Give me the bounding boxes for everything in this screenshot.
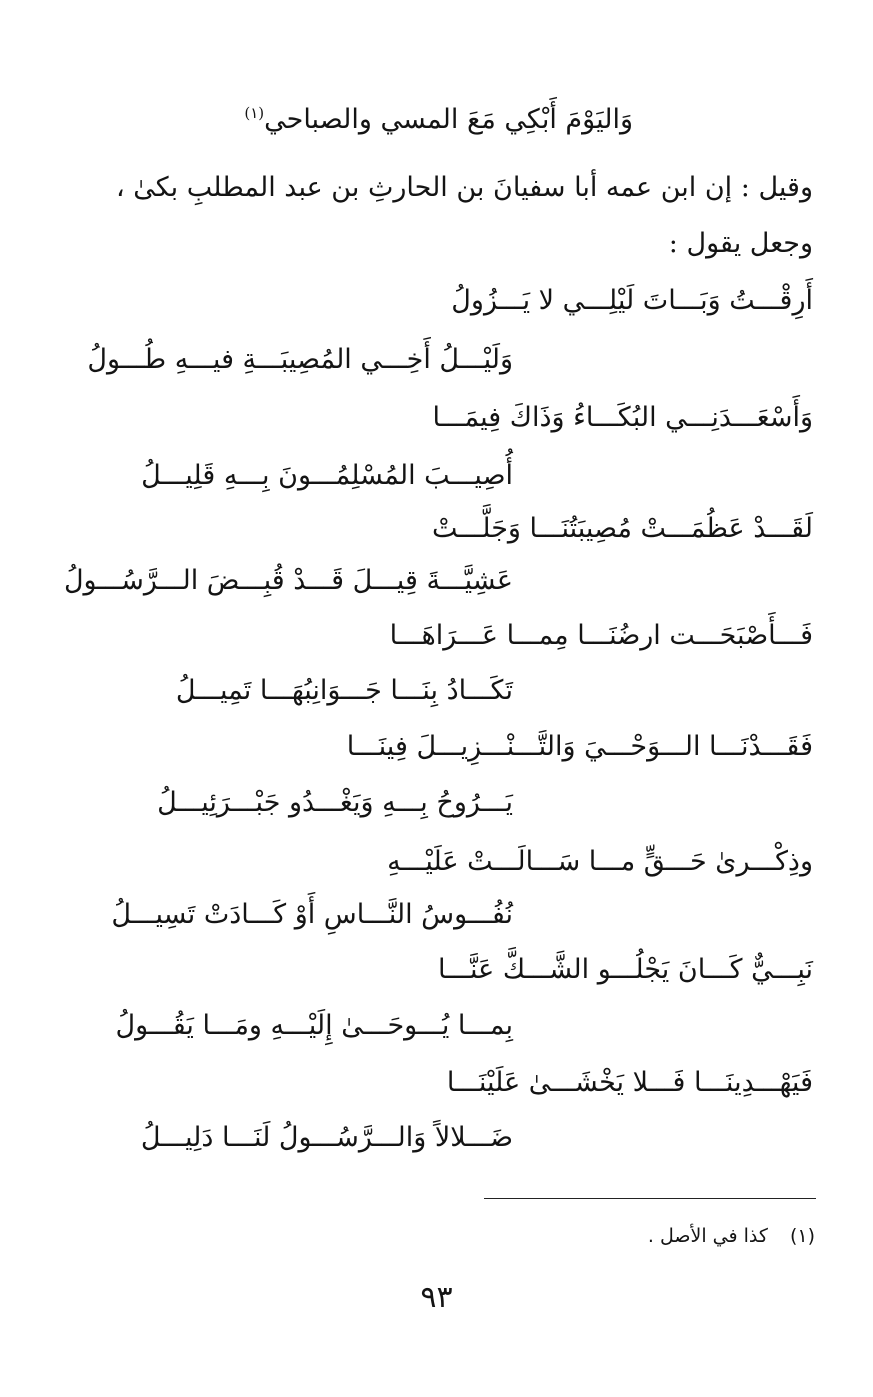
prose-line: وقيل : إن ابن عمه أبا سفيانَ بن الحارثِ بن عبد المطلبِ بكىٰ ، bbox=[115, 172, 813, 203]
footnote-reference: (١) bbox=[244, 104, 265, 122]
verse-first-hemistich: وذِكْـــرىٰ حَـــقٍّ مـــا سَـــالَـــتْ عَلَيْـــهِ bbox=[387, 846, 813, 877]
verse-first-hemistich: فَيَهْـــدِينَـــا فَـــلا يَخْشَـــىٰ عَلَيْنَـــا bbox=[446, 1067, 813, 1098]
verse-first-hemistich: لَقَـــدْ عَظُمَـــتْ مُصِيبَتُنَـــا وَجَلَّـــتْ bbox=[432, 513, 813, 544]
verse-first-hemistich: فَقَـــدْنَـــا الـــوَحْـــيَ وَالتَّـــنْـــزِيـــلَ فِينَـــا bbox=[346, 731, 813, 762]
title-verse-text: وَاليَوْمَ أَبْكِي مَعَ المسي والصباحي bbox=[264, 104, 633, 135]
page-number: ٩٣ bbox=[420, 1280, 453, 1315]
title-verse bbox=[244, 100, 633, 140]
verse-first-hemistich: نَبِـــيٌّ كَـــانَ يَجْلُـــو الشَّـــكَّ عَنَّـــا bbox=[438, 954, 813, 985]
verse-second-hemistich: نُفُـــوسُ النَّـــاسِ أَوْ كَـــادَتْ تَسِيـــلُ bbox=[111, 899, 513, 930]
verse-first-hemistich: أَرِقْـــتُ وَبَـــاتَ لَيْلِـــي لا يَـــزُولُ bbox=[451, 285, 813, 316]
verse-second-hemistich: بِمـــا يُـــوحَـــىٰ إِلَيْـــهِ ومَـــا يَقُـــولُ bbox=[115, 1010, 513, 1041]
verse-second-hemistich: ضَـــلالاً وَالـــرَّسُـــولُ لَنَـــا دَلِيـــلُ bbox=[140, 1122, 513, 1153]
prose-line: وجعل يقول : bbox=[668, 228, 813, 259]
verse-first-hemistich: فَـــأَصْبَحَـــت ارضُنَـــا مِمـــا عَـــرَاهَـــا bbox=[389, 620, 813, 651]
verse-second-hemistich: يَـــرُوحُ بِـــهِ وَيَغْـــدُو جَبْـــرَئِيـــلُ bbox=[157, 787, 513, 818]
verse-second-hemistich: أُصِيـــبَ المُسْلِمُـــونَ بِـــهِ قَلِيـــلُ bbox=[141, 460, 513, 491]
footnote-divider bbox=[484, 1198, 816, 1199]
footnote bbox=[648, 1222, 815, 1250]
verse-second-hemistich: عَشِيَّـــةَ قِيـــلَ قَـــدْ قُبِـــضَ الـــرَّسُـــولُ bbox=[63, 565, 513, 596]
verse-second-hemistich: وَلَيْـــلُ أَخِـــي المُصِيبَـــةِ فيـــهِ طُـــولُ bbox=[87, 344, 513, 375]
verse-second-hemistich: تَكَـــادُ بِنَـــا جَـــوَانِبُهَـــا تَمِيـــلُ bbox=[175, 675, 513, 706]
verse-first-hemistich: وَأَسْعَـــدَنِـــي البُكَـــاءُ وَذَاكَ فِيمَـــا bbox=[432, 402, 813, 433]
footnote-text: كذا في الأصل . bbox=[647, 1225, 768, 1247]
footnote-number: (١) bbox=[789, 1225, 815, 1247]
